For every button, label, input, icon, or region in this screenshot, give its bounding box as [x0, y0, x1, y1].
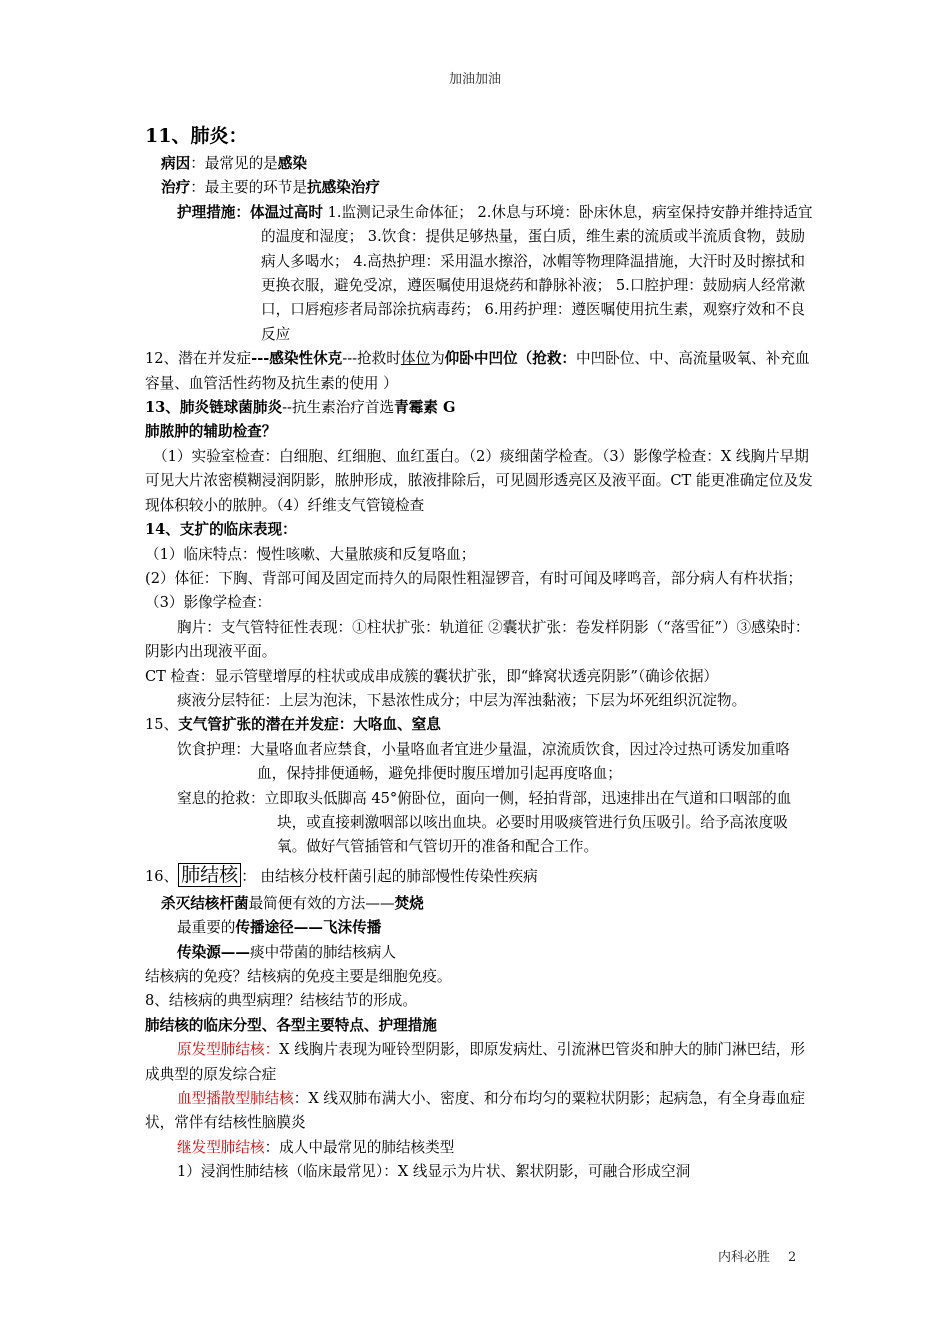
- page-footer: [718, 1246, 796, 1265]
- tb-secondary: 继发型肺结核：成人中最常见的肺结核类型: [177, 1138, 455, 1156]
- pneumonia-treatment: 治疗：最主要的环节是抗感染治疗: [161, 179, 380, 197]
- section-11-title: 11、肺炎：: [145, 125, 248, 147]
- section-14-title: 14、支扩的临床表现：: [145, 521, 297, 539]
- bronchiectasis-xray: 胸片：支气管特征性表现：①柱状扩张：轨道征 ②囊状扩张：卷发样阴影（“落雪征”）③感染时：阴影内出现液平面。: [145, 618, 810, 661]
- boxed-term: 肺结核: [178, 863, 241, 887]
- page-number: 2: [788, 1250, 797, 1265]
- footer-text: 内科必胜: [718, 1250, 771, 1265]
- tb-pathology: 8、结核病的典型病理？结核结节的形成。: [145, 992, 417, 1010]
- tb-immunity: 结核病的免疫？结核病的免疫主要是细胞免疫。: [145, 968, 452, 985]
- tb-kill-method: 杀灭结核杆菌最简便有效的方法——焚烧: [161, 894, 424, 912]
- section-13: 13、肺炎链球菌肺炎--抗生素治疗首选青霉素 G: [145, 399, 456, 417]
- lung-abscess-text: （1）实验室检查：白细胞、红细胞、血红蛋白。（2）痰细菌学检查。（3）影像学检查：X 线胸片早期可见大片浓密模糊浸润阴影，脓肿形成，脓液排除后，可见圆形透亮区及液平面。CT 能更准确定位及发现体积较小的脓肿。（4）纤维支气管镜检查: [145, 447, 813, 514]
- section-16: 16、 肺结核 ： 由结核分枝杆菌引起的肺部慢性传染性疾病: [145, 863, 538, 886]
- tb-primary: 原发型肺结核：X 线胸片表现为哑铃型阴影，即原发病灶、引流淋巴管炎和肿大的肺门淋巴结，形成典型的原发综合症: [145, 1041, 805, 1083]
- asphyxia-rescue: 窒息的抢救：立即取头低脚高 45°俯卧位，面向一侧，轻拍背部，迅速排出在气道和口咽部的血块，或直接刺激咽部以咳出血块。必要时用吸痰管进行负压吸引。给予高浓度吸氧。做好气管插管和气管切开的准备和配合工作。: [177, 789, 792, 856]
- tb-transmission: 最重要的传播途径——飞沫传播: [177, 919, 382, 937]
- section-12: 12、潜在并发症---感染性休克---抢救时体位为仰卧中凹位（抢救：中凹卧位、中、高流量吸氧、补充血容量、血管活性药物及抗生素的使用 ）: [145, 350, 810, 392]
- lung-abscess-title: 肺脓肿的辅助检查？: [145, 423, 277, 441]
- tb-source: 传染源——痰中带菌的肺结核病人: [177, 943, 396, 961]
- tb-types-title: 肺结核的临床分型、各型主要特点、护理措施: [145, 1016, 437, 1034]
- bronchiectasis-imaging: （3）影像学检查：: [145, 594, 272, 612]
- pneumonia-cause: 病因：最常见的是感染: [161, 155, 307, 172]
- bronchiectasis-feature: （1）临床特点：慢性咳嗽、大量脓痰和反复咯血；: [145, 545, 476, 563]
- tb-infiltrative: 1）浸润性肺结核（临床最常见）：X 线显示为片状、絮状阴影，可融合形成空洞: [177, 1163, 691, 1181]
- tb-miliary: 血型播散型肺结核：X 线双肺布满大小、密度、和分布均匀的粟粒状阴影；起病急，有全身毒血症状，常伴有结核性脑膜炎: [145, 1090, 805, 1132]
- bronchiectasis-ct: CT 检查：显示管壁增厚的柱状或成串成簇的囊状扩张，即“蜂窝状透亮阴影”（确诊依据）: [145, 667, 719, 685]
- bronchiectasis-sputum: 痰液分层特征：上层为泡沫，下悬浓性成分；中层为浑浊黏液；下层为坏死组织沉淀物。: [177, 691, 747, 709]
- page-header: 加油加油: [448, 72, 501, 87]
- section-15: 15、支气管扩张的潜在并发症：大咯血、窒息: [145, 716, 441, 734]
- document-body: [145, 120, 813, 1185]
- hemoptysis-diet: 饮食护理：大量咯血者应禁食，小量咯血者宜进少量温，凉流质饮食，因过冷过热可诱发加重咯血，保持排便通畅，避免排便时腹压增加引起再度咯血；: [177, 740, 790, 783]
- pneumonia-nursing: 护理措施：体温过高时 1.监测记录生命体征； 2.休息与环境：卧床休息，病室保持安静并维持适宜的温度和湿度； 3.饮食：提供足够热量，蛋白质，维生素的流质或半流质食物，鼓励病人多喝水； 4.高热护理：采用温水擦浴，冰帽等物理降温措施，大汗时及时擦拭和更换衣服，避免受凉，遵医嘱使用退烧药和静脉补液； 5.口腔护理：鼓励病人经常漱口，口唇疱疹者局部涂抗病毒药； 6.用药护理：遵医嘱使用抗生素，观察疗效和不良反应: [177, 203, 813, 343]
- bronchiectasis-signs: (2）体征：下胸、背部可闻及固定而持久的局限性粗湿锣音，有时可闻及哮鸣音，部分病人有杵状指；: [145, 569, 803, 587]
